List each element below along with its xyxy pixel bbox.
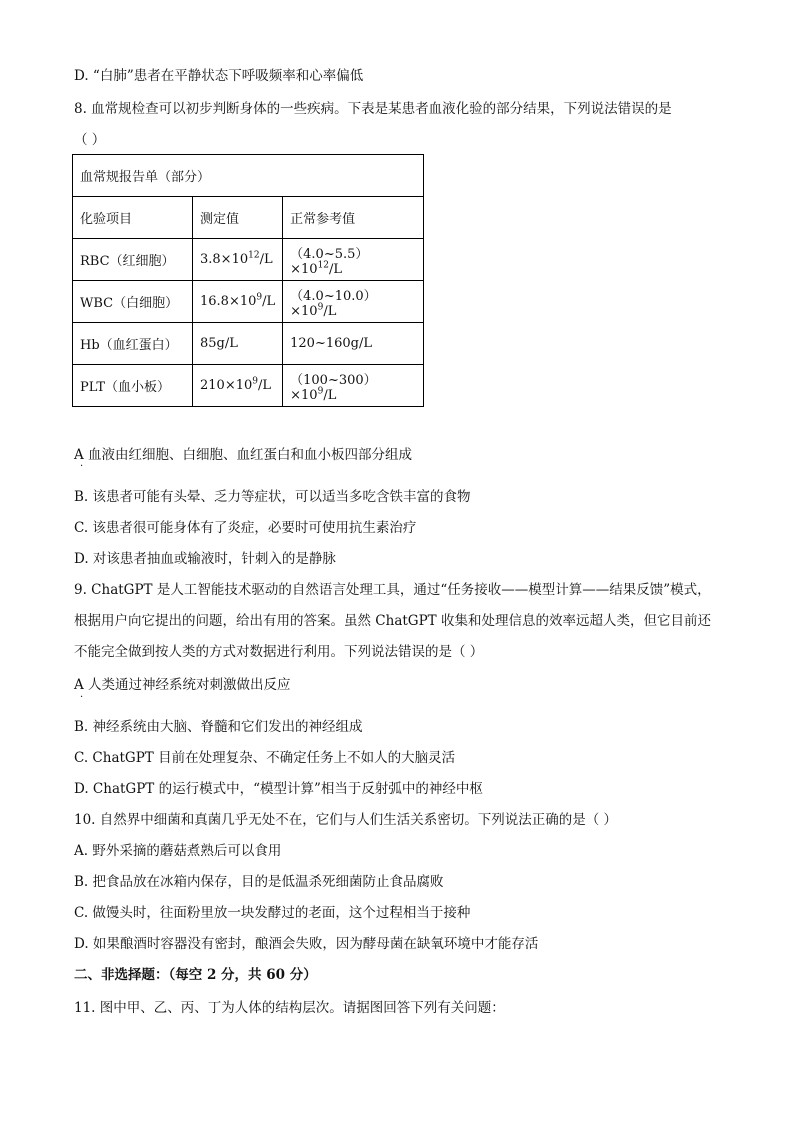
q8-option-a: A 血液由红细胞、白细胞、血红蛋白和血小板四部分组成 xyxy=(74,447,413,463)
q9-stem: 9. ChatGPT 是人工智能技术驱动的自然语言处理工具，通过“任务接收——模型计算——结果反馈”模式，根据用户向它提出的问题，给出有用的答案。虽然 ChatGPT 收集和处理信息的效率远超人类，但它目前还不能完全做到按人类的方式对数据进行利用。下列说法错误的是（ ） xyxy=(74,582,711,660)
dot-mark: · xyxy=(80,461,84,472)
header-measured: 测定值 xyxy=(193,197,283,239)
row-item: WBC（白细胞） xyxy=(73,281,193,323)
row-item: RBC（红细胞） xyxy=(73,239,193,281)
q8-stem: 8. 血常规检查可以初步判断身体的一些疾病。下表是某患者血液化验的部分结果，下列说法错误的是 xyxy=(74,101,672,117)
row-reference: $(100\sim 300)\times 10^9/L$ xyxy=(283,365,424,407)
q9-option-c: C. ChatGPT 目前在处理复杂、不确定任务上不如人的大脑灵活 xyxy=(74,750,456,766)
row-item: Hb（血红蛋白） xyxy=(73,323,193,365)
table-row xyxy=(73,239,424,281)
dot-mark: · xyxy=(80,692,84,703)
section-2-heading: 二、非选择题：（每空 2 分，共 60 分） xyxy=(74,967,317,983)
q10-stem: 10. 自然界中细菌和真菌几乎无处不在，它们与人们生活关系密切。下列说法正确的是（ ） xyxy=(74,812,618,828)
row-value: 85g/L xyxy=(193,323,283,365)
q8-option-d: D. 对该患者抽血或输液时，针刺入的是静脉 xyxy=(74,551,336,567)
q8-option-c: C. 该患者很可能身体有了炎症，必要时可使用抗生素治疗 xyxy=(74,520,417,536)
row-reference: $(4.0\sim 5.5)\times 10^{12}/L$ xyxy=(283,239,424,281)
q9-option-d: D. ChatGPT 的运行模式中，“模型计算”相当于反射弧中的神经中枢 xyxy=(74,781,483,797)
header-reference: 正常参考值 xyxy=(283,197,424,239)
table-caption: 血常规报告单（部分） xyxy=(73,155,424,197)
q10-option-a: A. 野外采摘的蘑菇煮熟后可以食用 xyxy=(74,843,282,859)
q8-option-b: B. 该患者可能有头晕、乏力等症状，可以适当多吃含铁丰富的食物 xyxy=(74,489,471,505)
row-item: PLT（血小板） xyxy=(73,365,193,407)
q9-option-b: B. 神经系统由大脑、脊髓和它们发出的神经组成 xyxy=(74,719,363,735)
row-value: $3.8\times 10^{12}/L$ xyxy=(193,239,283,281)
table-header-row xyxy=(73,197,424,239)
q8-answer-bracket: （ ） xyxy=(74,132,106,148)
q10-option-c: C. 做馒头时，往面粉里放一块发酵过的老面，这个过程相当于接种 xyxy=(74,905,471,921)
row-reference: $(4.0\sim 10.0)\times 10^9/L$ xyxy=(283,281,424,323)
header-item: 化验项目 xyxy=(73,197,193,239)
row-reference: 120~160g/L xyxy=(283,323,424,365)
table-row xyxy=(73,281,424,323)
row-value: $210\times 10^9/L$ xyxy=(193,365,283,407)
table-row xyxy=(73,323,424,365)
blood-report-table xyxy=(72,154,424,407)
row-value: $16.8\times 10^9/L$ xyxy=(193,281,283,323)
q11-stem: 11. 图中甲、乙、丙、丁为人体的结构层次。请据图回答下列有关问题： xyxy=(74,1000,505,1016)
table-row xyxy=(73,365,424,407)
q10-option-d: D. 如果酿酒时容器没有密封，酿酒会失败，因为酵母菌在缺氧环境中才能存活 xyxy=(74,936,539,952)
table-caption-row xyxy=(73,155,424,197)
q7-option-d: D. “白肺”患者在平静状态下呼吸频率和心率偏低 xyxy=(74,68,364,84)
q9-option-a: A 人类通过神经系统对刺激做出反应 xyxy=(74,677,291,693)
q10-option-b: B. 把食品放在冰箱内保存，目的是低温杀死细菌防止食品腐败 xyxy=(74,874,444,890)
